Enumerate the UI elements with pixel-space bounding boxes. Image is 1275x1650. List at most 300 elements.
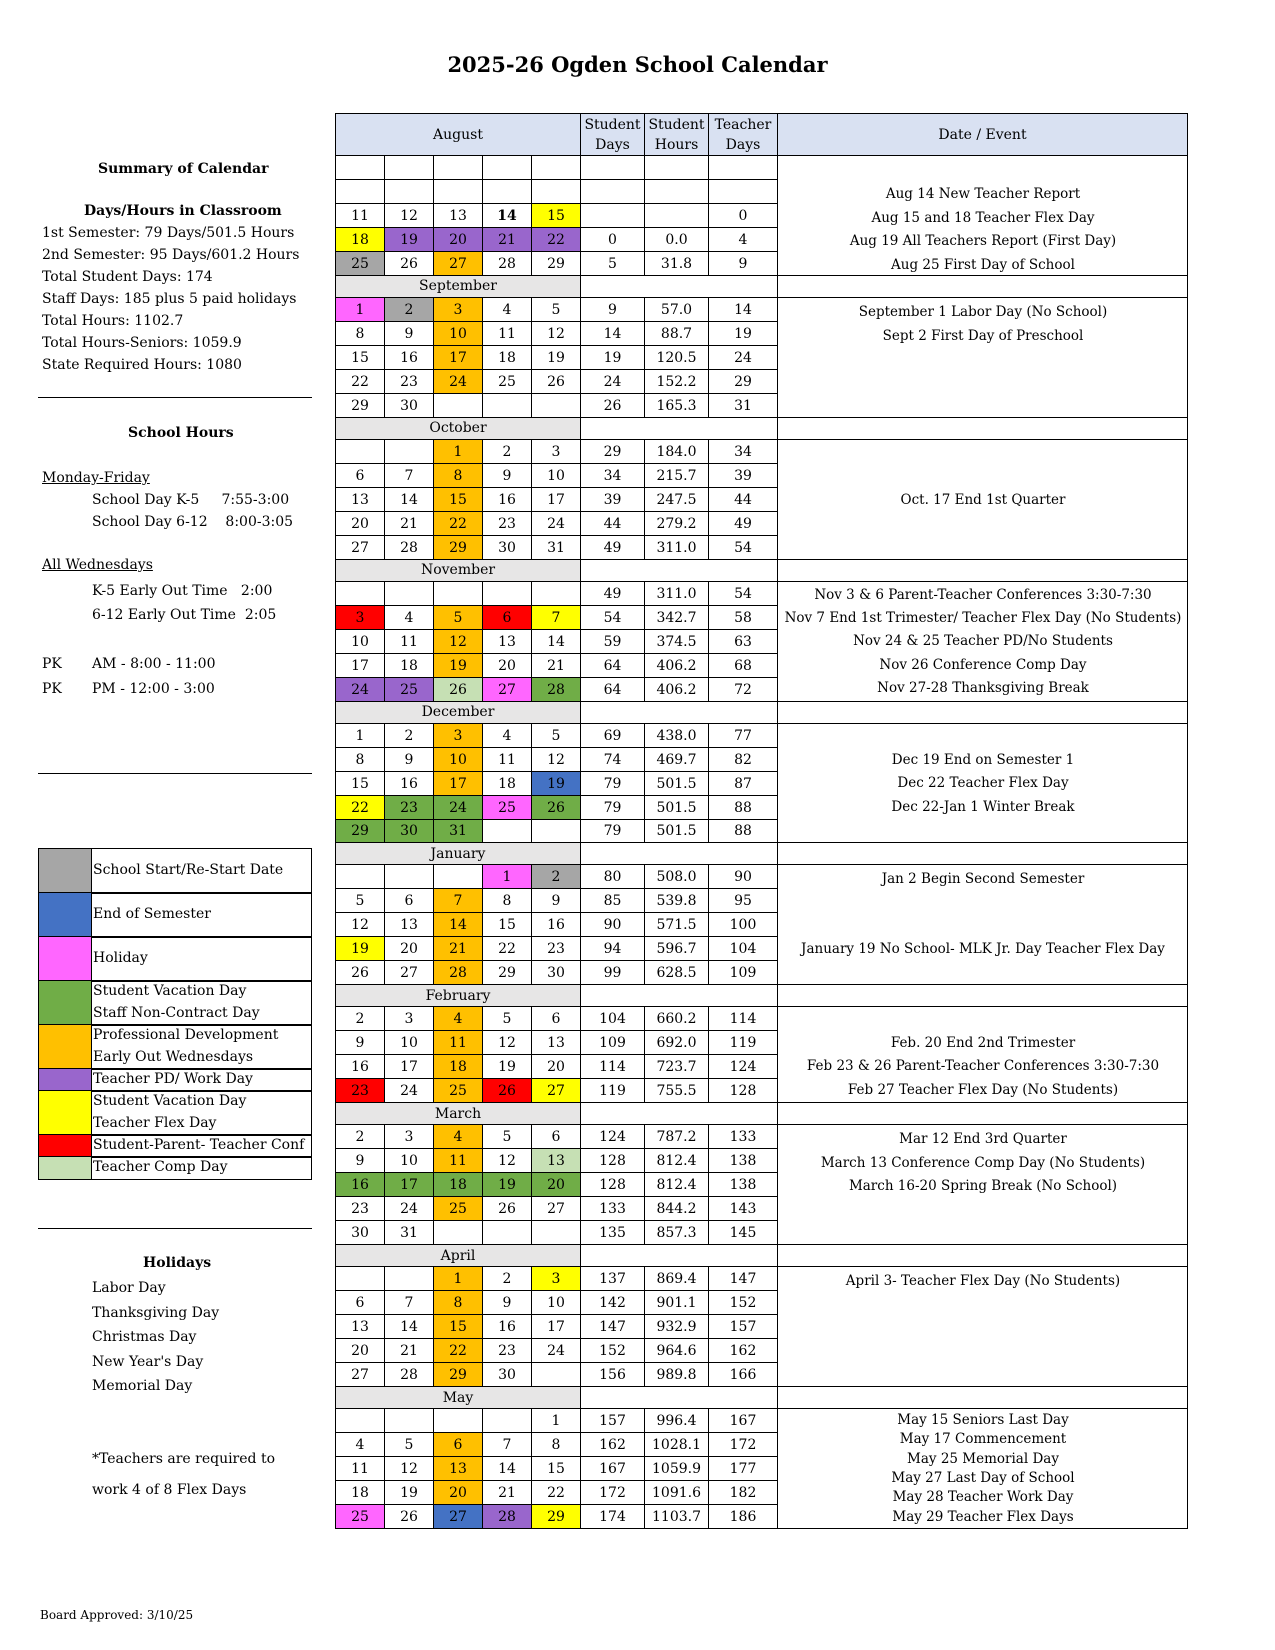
event-text: March 13 Conference Comp Day (No Students) — [820, 1155, 1146, 1171]
summary-line: Total Student Days: 174 — [42, 269, 213, 285]
day-cell: 11 — [335, 1456, 385, 1481]
day-cell: 6 — [335, 463, 385, 488]
day-cell — [384, 864, 434, 889]
event-header: Date / Event — [777, 113, 1188, 156]
day-cell: 2 — [531, 864, 581, 889]
day-cell: 18 — [482, 345, 532, 370]
month-label-spacer — [580, 1102, 778, 1125]
teacher-days-value — [708, 155, 778, 180]
student-days-value: 79 — [580, 771, 645, 796]
day-cell: 29 — [482, 960, 532, 985]
day-cell: 18 — [384, 653, 434, 678]
day-cell: 10 — [531, 463, 581, 488]
student-days-value: 54 — [580, 605, 645, 630]
day-cell: 1 — [433, 1266, 483, 1291]
event-block-august — [777, 155, 1188, 276]
day-cell: 22 — [433, 511, 483, 536]
day-cell: 20 — [531, 1172, 581, 1197]
day-cell: 17 — [433, 345, 483, 370]
day-cell — [433, 155, 483, 180]
student-days-value: 137 — [580, 1266, 645, 1291]
student-days-value: 104 — [580, 1006, 645, 1031]
event-text: September 1 Labor Day (No School) — [858, 304, 1108, 320]
student-days-value: 152 — [580, 1338, 645, 1363]
legend-item-flex — [38, 1090, 312, 1136]
teacher-days-value: 14 — [708, 297, 778, 322]
month-label-spacer — [580, 559, 778, 582]
student-days-value: 90 — [580, 912, 645, 937]
day-cell: 11 — [482, 321, 532, 346]
divider — [38, 397, 312, 398]
day-cell: 10 — [335, 629, 385, 654]
day-cell: 24 — [531, 1338, 581, 1363]
day-cell — [384, 439, 434, 464]
day-cell: 4 — [433, 1006, 483, 1031]
day-cell: 12 — [335, 912, 385, 937]
student-hours-value: 247.5 — [644, 487, 709, 512]
month-label-spacer — [580, 1386, 778, 1409]
day-cell: 8 — [335, 321, 385, 346]
day-cell — [433, 864, 483, 889]
teacher-days-value: 31 — [708, 393, 778, 418]
teacher-days-value: 49 — [708, 511, 778, 536]
day-cell: 8 — [335, 747, 385, 772]
teacher-days-value: 95 — [708, 888, 778, 913]
student-days-value: 34 — [580, 463, 645, 488]
day-cell: 20 — [433, 227, 483, 252]
legend-swatch — [39, 981, 92, 1025]
event-text: Feb. 20 End 2nd Trimester — [890, 1035, 1076, 1051]
student-days-value: 59 — [580, 629, 645, 654]
student-days-value: 133 — [580, 1196, 645, 1221]
event-text: Aug 15 and 18 Teacher Flex Day — [871, 210, 1095, 226]
student-hours-value — [644, 179, 709, 204]
student-hours-header: Student Hours — [644, 113, 709, 156]
day-cell: 9 — [384, 321, 434, 346]
day-cell: 15 — [433, 487, 483, 512]
day-cell: 1 — [531, 1408, 581, 1433]
legend-label: Staff Non-Contract Day — [93, 1005, 260, 1021]
student-hours-value: 932.9 — [644, 1314, 709, 1339]
day-cell: 2 — [384, 723, 434, 748]
event-text: May 17 Commencement — [899, 1431, 1067, 1447]
day-cell — [482, 393, 532, 418]
day-cell: 19 — [531, 771, 581, 796]
legend-label: Teacher Comp Day — [93, 1159, 228, 1175]
day-cell — [531, 1362, 581, 1387]
teacher-days-value: 138 — [708, 1148, 778, 1173]
day-cell: 12 — [531, 747, 581, 772]
student-days-value: 174 — [580, 1504, 645, 1529]
day-cell: 15 — [482, 912, 532, 937]
teacher-days-value: 72 — [708, 677, 778, 702]
day-cell — [433, 581, 483, 606]
day-cell: 20 — [531, 1054, 581, 1079]
day-cell: 31 — [531, 535, 581, 560]
day-cell: 28 — [482, 1504, 532, 1529]
legend-label: Professional Development — [93, 1027, 279, 1043]
student-days-value: 44 — [580, 511, 645, 536]
day-cell: 21 — [482, 1480, 532, 1505]
event-text: Dec 22 Teacher Flex Day — [897, 775, 1069, 791]
month-label-spacer — [777, 275, 1188, 298]
teacher-days-value: 90 — [708, 864, 778, 889]
day-cell: 19 — [433, 653, 483, 678]
teacher-days-value: 138 — [708, 1172, 778, 1197]
month-label-spacer — [777, 1244, 1188, 1267]
legend-item-semester — [38, 892, 312, 938]
day-cell: 26 — [384, 1504, 434, 1529]
day-cell: 29 — [531, 1504, 581, 1529]
student-days-value — [580, 203, 645, 228]
day-cell: 19 — [384, 227, 434, 252]
day-cell: 30 — [384, 393, 434, 418]
monday-friday-label: Monday-Friday — [42, 470, 150, 486]
day-cell — [482, 819, 532, 843]
student-hours-value: 279.2 — [644, 511, 709, 536]
divider — [38, 773, 312, 774]
student-days-value: 74 — [580, 747, 645, 772]
student-days-value: 147 — [580, 1314, 645, 1339]
day-cell: 23 — [384, 369, 434, 394]
day-cell — [384, 1266, 434, 1291]
student-days-value: 64 — [580, 653, 645, 678]
teacher-days-value: 167 — [708, 1408, 778, 1433]
day-cell: 19 — [531, 345, 581, 370]
day-cell: 11 — [433, 1030, 483, 1055]
day-cell: 22 — [482, 936, 532, 961]
day-cell: 18 — [335, 1480, 385, 1505]
day-cell: 30 — [531, 960, 581, 985]
day-cell: 6 — [482, 605, 532, 630]
day-cell: 19 — [384, 1480, 434, 1505]
student-days-value: 85 — [580, 888, 645, 913]
holiday-item: Thanksgiving Day — [92, 1305, 220, 1321]
day-cell — [433, 393, 483, 418]
day-cell — [335, 864, 385, 889]
day-cell: 6 — [335, 1290, 385, 1315]
day-cell: 13 — [531, 1030, 581, 1055]
day-cell: 20 — [433, 1480, 483, 1505]
student-hours-value: 787.2 — [644, 1124, 709, 1149]
student-hours-value: 755.5 — [644, 1078, 709, 1103]
flex-note: *Teachers are required to — [92, 1451, 276, 1467]
teacher-days-value: 88 — [708, 819, 778, 843]
calendar-table — [335, 113, 1187, 1528]
teacher-days-value: 133 — [708, 1124, 778, 1149]
day-cell: 18 — [433, 1172, 483, 1197]
month-header: August — [335, 113, 581, 156]
student-days-value: 162 — [580, 1432, 645, 1457]
day-cell: 16 — [531, 912, 581, 937]
student-hours-value: 1028.1 — [644, 1432, 709, 1457]
day-cell: 26 — [531, 369, 581, 394]
student-days-value — [580, 155, 645, 180]
teacher-days-value: 9 — [708, 251, 778, 276]
day-cell: 29 — [433, 535, 483, 560]
holiday-item: Christmas Day — [92, 1329, 197, 1345]
summary-line: 2nd Semester: 95 Days/601.2 Hours — [42, 247, 300, 263]
day-cell: 6 — [531, 1006, 581, 1031]
day-cell: 14 — [482, 203, 532, 228]
day-cell: 17 — [433, 771, 483, 796]
month-label-december: December — [335, 701, 581, 724]
teacher-days-value: 182 — [708, 1480, 778, 1505]
legend-swatch — [39, 1091, 92, 1135]
day-cell: 27 — [384, 960, 434, 985]
day-cell: 13 — [482, 629, 532, 654]
day-cell: 23 — [531, 936, 581, 961]
student-hours-value: 438.0 — [644, 723, 709, 748]
event-text: Sept 2 First Day of Preschool — [882, 328, 1084, 344]
event-text: Dec 19 End on Semester 1 — [891, 752, 1075, 768]
day-cell — [384, 155, 434, 180]
day-cell: 9 — [482, 1290, 532, 1315]
day-cell: 13 — [531, 1148, 581, 1173]
day-cell: 4 — [433, 1124, 483, 1149]
student-days-value: 142 — [580, 1290, 645, 1315]
day-cell: 16 — [335, 1054, 385, 1079]
612-hours: School Day 6-12 8:00-3:05 — [92, 514, 294, 530]
legend-swatch — [39, 849, 92, 893]
student-days-value: 5 — [580, 251, 645, 276]
month-label-may: May — [335, 1386, 581, 1409]
teacher-days-value: 145 — [708, 1220, 778, 1245]
day-cell: 26 — [433, 677, 483, 702]
day-cell: 28 — [482, 251, 532, 276]
day-cell: 15 — [531, 1456, 581, 1481]
day-cell: 7 — [531, 605, 581, 630]
day-cell: 9 — [531, 888, 581, 913]
legend-label: Student Vacation Day — [93, 1093, 247, 1109]
event-text: Aug 19 All Teachers Report (First Day) — [849, 233, 1117, 249]
day-cell: 5 — [482, 1006, 532, 1031]
day-cell — [531, 155, 581, 180]
student-days-value: 9 — [580, 297, 645, 322]
teacher-days-value: 4 — [708, 227, 778, 252]
day-cell: 14 — [384, 1314, 434, 1339]
day-cell: 19 — [335, 936, 385, 961]
day-cell: 7 — [384, 1290, 434, 1315]
pk-pm: PM - 12:00 - 3:00 — [92, 681, 215, 697]
month-label-spacer — [580, 275, 778, 298]
student-days-value: 172 — [580, 1480, 645, 1505]
month-label-january: January — [335, 842, 581, 865]
day-cell — [482, 1408, 532, 1433]
wednesdays-label: All Wednesdays — [42, 557, 153, 573]
student-hours-value: 723.7 — [644, 1054, 709, 1079]
day-cell: 15 — [335, 345, 385, 370]
day-cell — [335, 1266, 385, 1291]
student-hours-value: 501.5 — [644, 819, 709, 843]
teacher-days-value: 104 — [708, 936, 778, 961]
day-cell — [335, 155, 385, 180]
day-cell: 23 — [482, 1338, 532, 1363]
day-cell — [335, 439, 385, 464]
day-cell — [531, 1220, 581, 1245]
event-text: Nov 3 & 6 Parent-Teacher Conferences 3:30-7:30 — [814, 587, 1152, 603]
day-cell: 27 — [531, 1078, 581, 1103]
student-days-value: 109 — [580, 1030, 645, 1055]
day-cell: 22 — [531, 1480, 581, 1505]
day-cell: 16 — [384, 771, 434, 796]
day-cell: 25 — [433, 1196, 483, 1221]
student-hours-value: 0.0 — [644, 227, 709, 252]
day-cell: 17 — [531, 1314, 581, 1339]
legend-swatch — [39, 937, 92, 981]
month-label-spacer — [777, 1102, 1188, 1125]
event-text: January 19 No School- MLK Jr. Day Teacher Flex Day — [801, 941, 1165, 957]
teacher-days-value: 162 — [708, 1338, 778, 1363]
legend-item-workday — [38, 1068, 312, 1092]
student-days-value: 19 — [580, 345, 645, 370]
student-days-value: 135 — [580, 1220, 645, 1245]
day-cell: 6 — [531, 1124, 581, 1149]
student-days-value: 79 — [580, 819, 645, 843]
month-label-spacer — [777, 842, 1188, 865]
day-cell: 30 — [335, 1220, 385, 1245]
day-cell: 13 — [433, 203, 483, 228]
day-cell: 27 — [433, 1504, 483, 1529]
day-cell: 3 — [384, 1124, 434, 1149]
day-cell: 1 — [335, 297, 385, 322]
student-days-value: 0 — [580, 227, 645, 252]
day-cell — [384, 179, 434, 204]
student-hours-value: 501.5 — [644, 795, 709, 820]
holiday-item: Labor Day — [92, 1280, 166, 1296]
flex-note: work 4 of 8 Flex Days — [92, 1482, 247, 1498]
day-cell: 12 — [384, 203, 434, 228]
day-cell: 21 — [433, 936, 483, 961]
student-hours-value: 812.4 — [644, 1148, 709, 1173]
teacher-days-value — [708, 179, 778, 204]
event-block-september — [777, 297, 1188, 418]
teacher-days-value: 100 — [708, 912, 778, 937]
teacher-days-value: 54 — [708, 535, 778, 560]
day-cell: 30 — [482, 1362, 532, 1387]
day-cell — [531, 393, 581, 418]
student-days-value: 69 — [580, 723, 645, 748]
k5-hours: School Day K-5 7:55-3:00 — [92, 492, 290, 508]
day-cell: 2 — [482, 439, 532, 464]
student-hours-value: 165.3 — [644, 393, 709, 418]
holiday-item: New Year's Day — [92, 1354, 204, 1370]
day-cell: 8 — [433, 1290, 483, 1315]
day-cell — [482, 179, 532, 204]
legend-swatch — [39, 1157, 92, 1179]
day-cell: 15 — [433, 1314, 483, 1339]
day-cell: 8 — [531, 1432, 581, 1457]
legend-swatch — [39, 1069, 92, 1091]
day-cell: 25 — [433, 1078, 483, 1103]
day-cell: 27 — [433, 251, 483, 276]
pk-am: AM - 8:00 - 11:00 — [92, 656, 216, 672]
day-cell: 9 — [384, 747, 434, 772]
day-cell: 5 — [531, 723, 581, 748]
day-cell: 24 — [531, 511, 581, 536]
student-hours-value — [644, 203, 709, 228]
day-cell: 20 — [335, 1338, 385, 1363]
day-cell: 19 — [482, 1054, 532, 1079]
page-title: 2025-26 Ogden School Calendar — [447, 52, 828, 77]
teacher-days-value: 88 — [708, 795, 778, 820]
student-hours-value: 857.3 — [644, 1220, 709, 1245]
event-text: Nov 7 End 1st Trimester/ Teacher Flex Day (No Students) — [784, 610, 1182, 626]
student-hours-value — [644, 155, 709, 180]
day-cell — [335, 581, 385, 606]
legend-swatch — [39, 1135, 92, 1157]
day-cell: 24 — [433, 795, 483, 820]
event-text: Aug 14 New Teacher Report — [885, 186, 1081, 202]
event-text: Feb 23 & 26 Parent-Teacher Conferences 3:30-7:30 — [806, 1058, 1160, 1074]
event-block-december — [777, 723, 1188, 843]
day-cell: 21 — [482, 227, 532, 252]
student-hours-value: 88.7 — [644, 321, 709, 346]
student-hours-value: 964.6 — [644, 1338, 709, 1363]
day-cell: 12 — [482, 1148, 532, 1173]
board-approved: Board Approved: 3/10/25 — [40, 1608, 194, 1622]
day-cell: 27 — [531, 1196, 581, 1221]
day-cell: 20 — [335, 511, 385, 536]
teacher-days-value: 119 — [708, 1030, 778, 1055]
month-label-march: March — [335, 1102, 581, 1125]
day-cell — [482, 581, 532, 606]
student-hours-value: 571.5 — [644, 912, 709, 937]
day-cell: 7 — [482, 1432, 532, 1457]
day-cell — [335, 179, 385, 204]
legend-label: Teacher PD/ Work Day — [93, 1071, 253, 1087]
day-cell: 15 — [531, 203, 581, 228]
day-cell — [433, 179, 483, 204]
day-cell: 3 — [335, 605, 385, 630]
student-hours-value: 184.0 — [644, 439, 709, 464]
day-cell: 23 — [384, 795, 434, 820]
teacher-days-value: 63 — [708, 629, 778, 654]
day-cell: 17 — [335, 653, 385, 678]
pk-label: PK — [42, 681, 62, 697]
student-days-value: 114 — [580, 1054, 645, 1079]
day-cell: 10 — [433, 747, 483, 772]
teacher-days-value: 44 — [708, 487, 778, 512]
student-hours-value: 1059.9 — [644, 1456, 709, 1481]
month-label-spacer — [580, 842, 778, 865]
legend-swatch — [39, 893, 92, 937]
student-days-value: 26 — [580, 393, 645, 418]
day-cell: 22 — [335, 369, 385, 394]
day-cell: 13 — [433, 1456, 483, 1481]
day-cell: 11 — [335, 203, 385, 228]
teacher-days-value: 0 — [708, 203, 778, 228]
teacher-days-value: 34 — [708, 439, 778, 464]
holidays-heading: Holidays — [143, 1255, 212, 1271]
legend-label: Student Vacation Day — [93, 983, 247, 999]
day-cell: 4 — [384, 605, 434, 630]
student-days-value: 99 — [580, 960, 645, 985]
day-cell — [335, 1408, 385, 1433]
day-cell: 14 — [384, 487, 434, 512]
month-label-spacer — [580, 701, 778, 724]
month-label-spacer — [580, 1244, 778, 1267]
day-cell — [384, 1408, 434, 1433]
day-cell: 9 — [335, 1030, 385, 1055]
event-text: May 15 Seniors Last Day — [897, 1412, 1069, 1428]
event-block-november — [777, 581, 1188, 702]
teacher-days-value: 58 — [708, 605, 778, 630]
day-cell: 26 — [384, 251, 434, 276]
student-hours-value: 692.0 — [644, 1030, 709, 1055]
teacher-days-value: 157 — [708, 1314, 778, 1339]
event-text: Oct. 17 End 1st Quarter — [900, 492, 1066, 508]
